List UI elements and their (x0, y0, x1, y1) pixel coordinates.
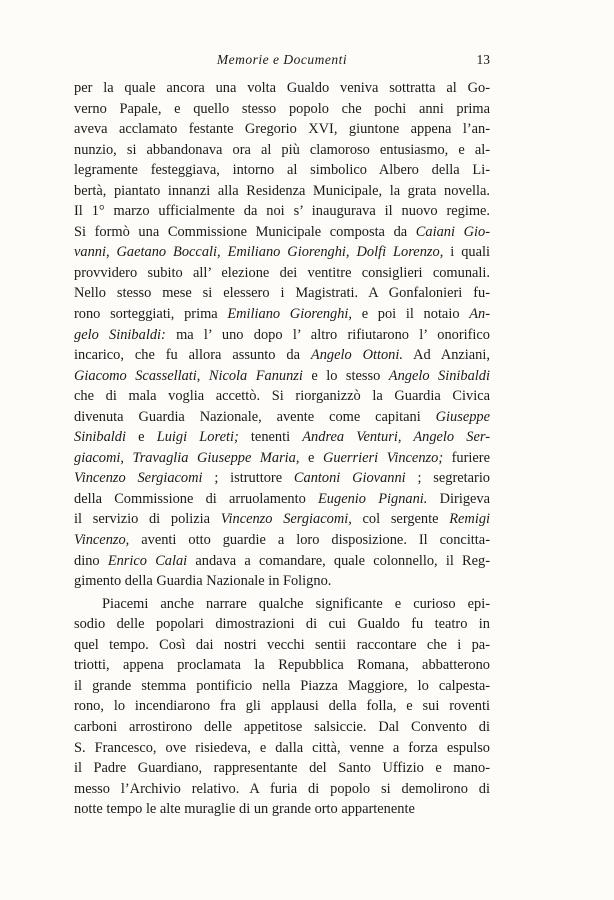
text-run: provvidero subito all’ elezione dei ventitre consiglieri comunali. (74, 264, 490, 281)
running-title: Memorie e Documenti (216, 52, 348, 67)
text-run: S. Francesco, ove risiedeva, e dalla città, venne a forza espulso (74, 739, 490, 756)
text-run: notte tempo le alte muraglie di un grande orto appartenente (74, 801, 415, 818)
text-run: e (125, 429, 157, 446)
italic-name: Giuseppe (435, 408, 490, 425)
text-run: divenuta Guardia Nazionale, avente come capitani (74, 408, 436, 425)
text-run: e poi il notaio (352, 306, 470, 323)
text-run: furiere (443, 449, 490, 466)
text-line (74, 594, 490, 615)
text-line (74, 448, 490, 469)
text-run: dino (74, 552, 108, 569)
text-line (74, 738, 490, 759)
text-run: il Padre Guardiano, rappresentante del Santo Uffizio e mano- (74, 760, 490, 777)
text-line (74, 222, 490, 243)
text-line (74, 779, 490, 800)
italic-name: Angelo Ottoni. (310, 347, 403, 364)
text-run: il grande stemma pontificio nella Piazza Maggiore, lo calpesta- (74, 677, 490, 694)
text-line (74, 407, 490, 428)
text-line (74, 345, 490, 366)
text-run: tenenti (238, 429, 303, 446)
italic-name: giacomi, Travaglia Giuseppe Maria, (74, 449, 300, 466)
italic-name: Guerrieri Vincenzo; (322, 449, 444, 466)
text-line (74, 635, 490, 656)
italic-name: Enrico Calai (107, 552, 188, 569)
text-run: quel tempo. Così dai nostri vecchi sentii raccontare che i pa- (74, 636, 490, 653)
italic-name: Cantoni Giovanni (293, 470, 406, 487)
text-line (74, 386, 490, 407)
text-run: carboni arrostirono delle appetitose salsiccie. Dal Convento di (74, 718, 490, 735)
text-line (74, 571, 490, 592)
text-run: messo l’Archivio relativo. A furia di popolo si demolirono di (74, 780, 490, 797)
text-line (74, 799, 490, 820)
paragraph (74, 78, 490, 592)
italic-name: Andrea Venturi, Angelo Ser- (302, 429, 490, 446)
text-run: legramente festeggiava, intorno al simbolico Albero della Li- (74, 162, 490, 179)
text-line (74, 366, 490, 387)
text-run: Dirigeva (427, 490, 490, 507)
text-line (74, 530, 490, 551)
text-run: aventi otto guardie a loro disposizione. Il concitta- (129, 532, 490, 549)
text-line (74, 551, 490, 572)
text-run: per la quale ancora una volta Gualdo veniva sottratta al Go- (74, 80, 490, 96)
text-run: che di mala voglia accettò. Si riorganizzò la Guardia Civica (74, 388, 490, 405)
italic-name: Luigi Loreti; (156, 429, 239, 446)
text-run: col sergente (351, 511, 450, 528)
text-run: incarico, che fu allora assunto da (74, 347, 311, 364)
text-run: rono, lo incendiarono fra gli applausi della folla, e sui roventi (74, 698, 490, 715)
italic-name: Caiani Gio- (415, 223, 490, 240)
text-line (74, 304, 490, 325)
text-line (74, 140, 490, 161)
text-run: verno Papale, e quello stesso popolo che pochi anni prima (74, 100, 490, 117)
italic-name: gelo Sinibaldi: (74, 326, 166, 343)
text-run: e lo stesso (302, 367, 389, 384)
italic-name: Emiliano Giorenghi, (227, 306, 353, 323)
text-run: i quali (443, 244, 491, 261)
text-line (74, 181, 490, 202)
text-run: andava a comandare, quale colonnello, il Reg- (187, 552, 491, 569)
text-run: della Commissione di arruolamento (74, 490, 319, 507)
text-run: e (299, 449, 323, 466)
italic-name: Angelo Sinibaldi (388, 367, 490, 384)
italic-name: Eugenio Pignani. (318, 490, 428, 507)
text-run: bertà, piantato innanzi alla Residenza Municipale, la grata novella. (74, 182, 490, 199)
text-line (74, 489, 490, 510)
text-run: ; istruttore (202, 470, 294, 487)
text-run: rono sorteggiati, prima (74, 306, 228, 323)
text-line (74, 263, 490, 284)
page-header (74, 52, 490, 72)
text-run: Piacemi anche narrare qualche significante e curioso epi- (102, 595, 490, 612)
text-line (74, 427, 490, 448)
text-run: triotti, appena proclamata la Repubblica Romana, abbatterono (74, 657, 490, 674)
text-run: il servizio di polizia (74, 511, 221, 528)
text-line (74, 717, 490, 738)
italic-name: vanni, Gaetano Boccali, Emiliano Giorenghi, Dolfi Lorenzo, (74, 244, 444, 261)
text-line (74, 468, 490, 489)
italic-name: Sinibaldi (74, 429, 126, 446)
text-line (74, 99, 490, 120)
italic-name: Giacomo Scassellati, Nicola Fanunzi (74, 367, 303, 384)
italic-name: Vincenzo Sergiacomi (74, 470, 203, 487)
paragraph (74, 594, 490, 820)
text-run: Si formò una Commissione Municipale composta da (74, 223, 416, 240)
text-run: ; segretario (405, 470, 491, 487)
text-run: gimento della Guardia Nazionale in Foligno. (74, 573, 332, 590)
text-line (74, 119, 490, 140)
text-run: ma l’ uno dopo l’ altro rifiutarono l’ onorifico (165, 326, 490, 343)
text-run: nunzio, si abbandonava ora al più clamoroso entusiasmo, e al- (74, 141, 490, 158)
text-run: aveva acclamato festante Gregorio XVI, giuntone appena l’an- (74, 121, 490, 138)
page-number: 13 (476, 52, 490, 67)
text-line (74, 758, 490, 779)
text-line (74, 509, 490, 530)
text-line (74, 696, 490, 717)
text-line (74, 242, 490, 263)
italic-name: An- (469, 306, 490, 323)
italic-name: Vincenzo Sergiacomi, (220, 511, 352, 528)
text-run: sodio delle popolari dimostrazioni di cui Gualdo fu teatro in (74, 616, 490, 633)
text-run: Il 1° marzo ufficialmente da noi s’ inaugurava il nuovo regime. (74, 203, 490, 220)
text-run: Nello stesso mese si elessero i Magistrati. A Gonfalonieri fu- (74, 285, 490, 302)
italic-name: Vincenzo, (74, 532, 130, 549)
text-line (74, 201, 490, 222)
text-line (74, 78, 490, 99)
text-line (74, 614, 490, 635)
text-line (74, 325, 490, 346)
text-line (74, 283, 490, 304)
body-text (74, 78, 490, 820)
text-line (74, 655, 490, 676)
text-line (74, 160, 490, 181)
italic-name: Remigi (449, 511, 491, 528)
text-run: Ad Anziani, (402, 347, 490, 364)
text-line (74, 676, 490, 697)
